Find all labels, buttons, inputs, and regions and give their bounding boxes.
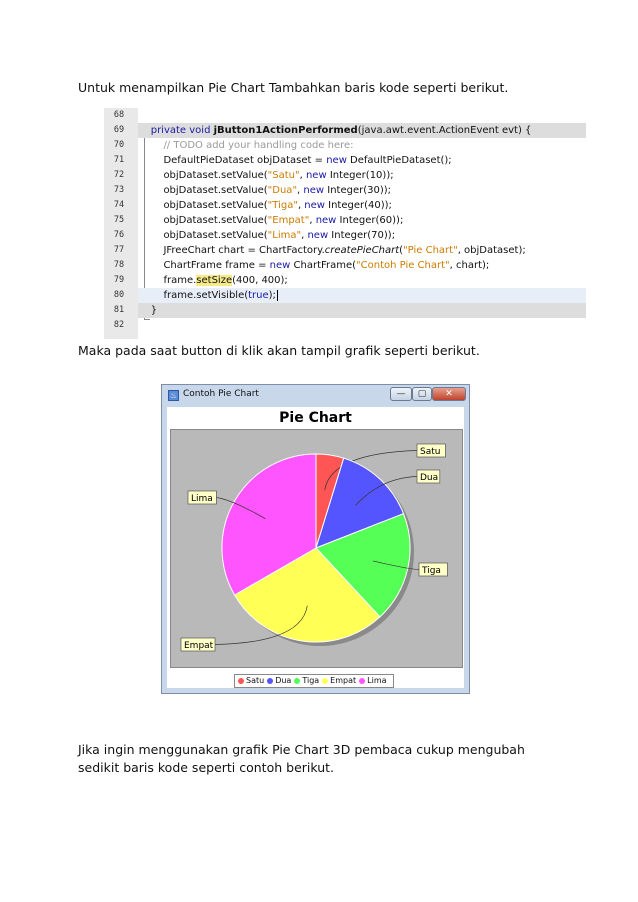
line-number: 80 <box>113 290 125 300</box>
closing-paragraph: Jika ingin menggunakan grafik Pie Chart 3D pembaca cukup mengubah sedikit baris kode seperti contoh berikut. <box>78 742 525 775</box>
legend-item-dua <box>267 675 291 687</box>
window-title: Contoh Pie Chart <box>183 389 259 399</box>
chart-legend <box>234 674 394 688</box>
legend-label: Tiga <box>302 676 320 685</box>
legend-swatch <box>359 678 365 684</box>
window-titlebar[interactable] <box>162 385 469 407</box>
legend-swatch <box>267 678 273 684</box>
line-number: 76 <box>113 230 125 240</box>
line-number: 72 <box>113 170 125 180</box>
line-number: 78 <box>113 260 125 270</box>
code-line-81: } <box>138 303 586 318</box>
legend-item-lima <box>359 675 386 687</box>
line-number: 82 <box>113 320 125 330</box>
legend-label: Lima <box>367 676 387 685</box>
legend-swatch <box>294 678 300 684</box>
legend-item-tiga <box>294 675 319 687</box>
chart-panel <box>167 407 464 688</box>
code-line-77: JFreeChart chart = ChartFactory.createPieChart("Pie Chart", objDataset); <box>163 245 526 256</box>
chart-window <box>161 384 470 694</box>
legend-item-empat <box>322 675 356 687</box>
code-line-78: ChartFrame frame = new ChartFrame("Contoh Pie Chart", chart); <box>163 260 490 271</box>
legend-item-satu <box>238 675 264 687</box>
line-number: 81 <box>113 305 125 315</box>
legend-swatch <box>322 678 328 684</box>
code-line-75: objDataset.setValue("Empat", new Integer(60)); <box>163 215 404 226</box>
code-line-70: // TODO add your handling code here: <box>163 140 354 151</box>
maximize-button[interactable]: ▢ <box>412 387 432 401</box>
plot-area <box>170 429 463 668</box>
close-button[interactable]: ✕ <box>432 387 466 401</box>
line-number: 70 <box>113 140 125 150</box>
slice-label-tiga: Tiga <box>422 566 441 576</box>
line-number: 75 <box>113 215 125 225</box>
code-line-76: objDataset.setValue("Lima", new Integer(70)); <box>163 230 396 241</box>
legend-label: Dua <box>275 676 292 685</box>
fold-guide-end <box>144 319 150 320</box>
code-line-80: frame.setVisible(true); <box>138 288 586 303</box>
legend-swatch <box>238 678 244 684</box>
code-line-71: DefaultPieDataset objDataset = new DefaultPieDataset(); <box>163 155 452 166</box>
line-number: 77 <box>113 245 125 255</box>
chart-title: Pie Chart <box>279 410 352 426</box>
line-number: 69 <box>113 125 125 135</box>
legend-label: Empat <box>330 676 357 685</box>
code-line-73: objDataset.setValue("Dua", new Integer(30)); <box>163 185 392 196</box>
slice-label-dua: Dua <box>420 473 439 483</box>
after-code-paragraph: Maka pada saat button di klik akan tampil grafik seperti berikut. <box>78 343 480 358</box>
pie-chart <box>171 430 462 667</box>
code-line-74: objDataset.setValue("Tiga", new Integer(40)); <box>163 200 392 211</box>
text-cursor <box>277 290 278 301</box>
slice-label-lima: Lima <box>191 494 213 504</box>
slice-label-empat: Empat <box>184 641 214 651</box>
code-line-72: objDataset.setValue("Satu", new Integer(10)); <box>163 170 394 181</box>
code-line-79: frame.setSize(400, 400); <box>163 275 288 286</box>
minimize-button[interactable]: — <box>390 387 412 401</box>
line-number: 79 <box>113 275 125 285</box>
slice-label-satu: Satu <box>420 447 441 457</box>
java-app-icon: ♨ <box>169 391 178 400</box>
legend-label: Satu <box>246 676 265 685</box>
code-block <box>104 108 586 339</box>
line-number: 73 <box>113 185 125 195</box>
intro-paragraph: Untuk menampilkan Pie Chart Tambahkan baris kode seperti berikut. <box>78 80 509 95</box>
line-number: 74 <box>113 200 125 210</box>
line-number: 68 <box>113 110 125 120</box>
line-number: 71 <box>113 155 125 165</box>
code-line-69: private void jButton1ActionPerformed(java.awt.event.ActionEvent evt) { <box>138 123 586 138</box>
